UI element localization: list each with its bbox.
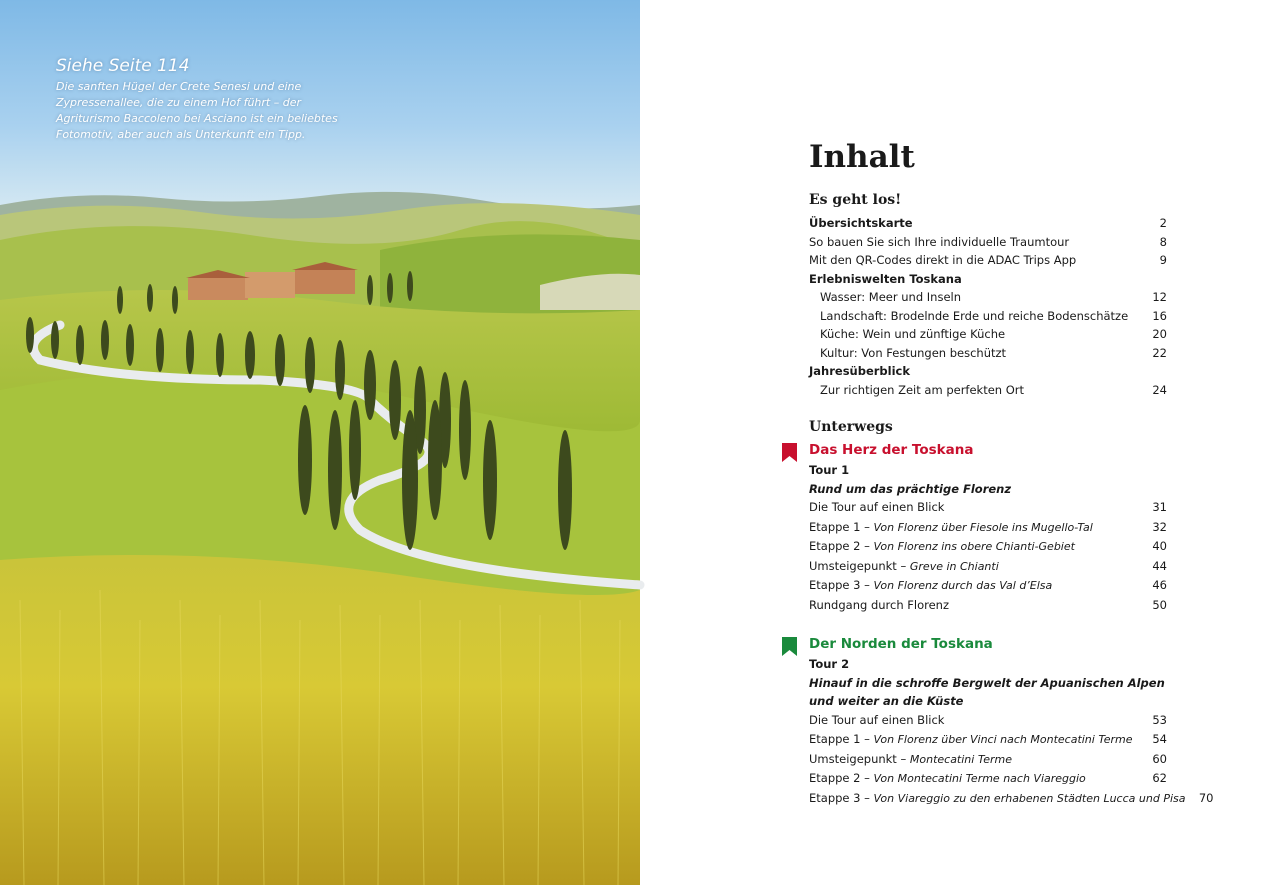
caption-text: Die sanften Hügel der Crete Senesi und eine Zypressenallee, die zu einem Hof führt – der Agriturismo Baccoleno bei Asciano ist ein beliebtes Fotomotiv, aber auch als Unterkunft ein Tipp. [56, 80, 338, 141]
entry-label: Umsteigepunkt – [809, 751, 910, 766]
tour-subtitle-text: Hinauf in die schroffe Bergwelt der Apuanischen Alpen [809, 675, 1165, 690]
entry-label: Übersichtskarte [809, 216, 913, 230]
toc-entry[interactable] [809, 730, 1167, 750]
entry-label: Kultur: Von Festungen beschützt [820, 345, 1007, 360]
entry-label: Etappe 3 – [809, 578, 874, 592]
toc-entry[interactable] [809, 576, 1167, 596]
toc-entry[interactable] [809, 233, 1167, 252]
chapter-label: Der Norden der Toskana [809, 636, 993, 652]
entry-subtitle: Von Florenz durch das Val d’Elsa [873, 579, 1053, 592]
entry-label: Die Tour auf einen Blick [809, 712, 945, 727]
entry-subtitle: Von Florenz über Vinci nach Montecatini Terme [873, 733, 1133, 746]
entry-page: 31 [1152, 500, 1167, 514]
toc-entry[interactable] [809, 750, 1167, 770]
entry-label: Etappe 1 – [809, 519, 874, 534]
toc-entry[interactable] [809, 344, 1167, 363]
entry-label: Etappe 2 – [809, 771, 874, 785]
entry-page: 70 [1198, 790, 1214, 805]
entry-page: 2 [1159, 216, 1167, 230]
tour-subtitle [809, 692, 1167, 711]
toc-entry[interactable] [809, 214, 1167, 233]
entry-page: 60 [1152, 751, 1167, 766]
toc-entry[interactable] [809, 769, 1167, 789]
entry-page: 50 [1152, 597, 1167, 612]
entry-label: Umsteigepunkt – [809, 558, 910, 573]
table-of-contents [809, 138, 1214, 808]
tour-subtitle-text: und weiter an die Küste [809, 694, 964, 708]
toc-entry[interactable] [809, 288, 1167, 307]
entry-label: Etappe 1 – [809, 732, 874, 746]
entry-subtitle: Greve in Chianti [909, 559, 999, 573]
entry-subtitle: Von Florenz über Fiesole ins Mugello-Tal [873, 520, 1093, 534]
tour-label [809, 655, 1167, 674]
entry-label: Wasser: Meer und Inseln [820, 290, 962, 304]
photo-caption [56, 55, 346, 143]
chapter-title-herz[interactable] [809, 441, 1167, 460]
toc-entry[interactable] [809, 518, 1167, 538]
toc-entry[interactable] [809, 325, 1167, 344]
tour-subtitle-text: Rund um das prächtige Florenz [809, 481, 1012, 496]
tour-number: Tour 2 [809, 657, 850, 671]
tour-label [809, 461, 1167, 480]
entry-page: 44 [1152, 558, 1167, 573]
entry-label: Rundgang durch Florenz [809, 597, 949, 612]
entry-subtitle: Von Florenz ins obere Chianti-Gebiet [873, 540, 1075, 553]
toc-entry[interactable] [809, 596, 1167, 616]
chapter-title-norden[interactable] [809, 635, 1167, 654]
entry-page: 22 [1152, 345, 1167, 360]
entry-label: Etappe 2 – [809, 539, 874, 553]
entry-page: 16 [1152, 308, 1167, 323]
bookmark-icon [782, 443, 797, 462]
entry-page: 62 [1152, 771, 1167, 785]
toc-entry[interactable] [809, 307, 1167, 326]
entry-label: Die Tour auf einen Blick [809, 500, 945, 514]
entry-label: Jahresüberblick [809, 364, 911, 378]
tour-subtitle [809, 480, 1167, 499]
entry-page: 53 [1152, 712, 1167, 727]
tour-subtitle [809, 674, 1167, 693]
entry-label: Küche: Wein und zünftige Küche [820, 327, 1006, 341]
entry-page: 8 [1159, 234, 1167, 249]
entry-page: 40 [1152, 539, 1167, 553]
entry-page: 9 [1159, 253, 1167, 267]
tour-number: Tour 1 [809, 463, 850, 477]
entry-page: 54 [1152, 732, 1167, 746]
toc-entry[interactable] [809, 557, 1167, 577]
caption-title: Siehe Seite 114 [56, 56, 190, 76]
chapter-label: Das Herz der Toskana [809, 442, 974, 458]
entry-label: Landschaft: Brodelnde Erde und reiche Bodenschätze [820, 308, 1129, 323]
toc-entry[interactable] [809, 381, 1167, 400]
section-title-es-geht-los: Es geht los! [809, 192, 902, 208]
toc-subheading [809, 270, 1167, 289]
entry-subtitle: Von Viareggio zu den erhabenen Städten Lucca und Pisa [873, 791, 1186, 805]
entry-label: Mit den QR-Codes direkt in die ADAC Trips App [809, 253, 1077, 267]
entry-subtitle: Montecatini Terme [909, 752, 1012, 766]
entry-page: 32 [1152, 519, 1167, 534]
entry-page: 12 [1152, 290, 1167, 304]
toc-entry[interactable] [809, 789, 1214, 809]
entry-page: 20 [1152, 327, 1167, 341]
toc-subheading [809, 362, 1167, 381]
entry-subtitle: Von Montecatini Terme nach Viareggio [873, 772, 1086, 785]
entry-label: So bauen Sie sich Ihre individuelle Traumtour [809, 234, 1070, 249]
toc-entry[interactable] [809, 711, 1167, 731]
toc-entry[interactable] [809, 251, 1167, 270]
section-title-unterwegs: Unterwegs [809, 419, 893, 435]
toc-entry[interactable] [809, 537, 1167, 557]
entry-label: Etappe 3 – [809, 790, 874, 805]
toc-entry[interactable] [809, 498, 1167, 518]
entry-label: Zur richtigen Zeit am perfekten Ort [820, 382, 1025, 397]
entry-label: Erlebniswelten Toskana [809, 271, 962, 286]
page-title: Inhalt [809, 139, 915, 175]
entry-page: 24 [1152, 382, 1167, 397]
entry-page: 46 [1152, 578, 1167, 592]
bookmark-icon [782, 637, 797, 656]
